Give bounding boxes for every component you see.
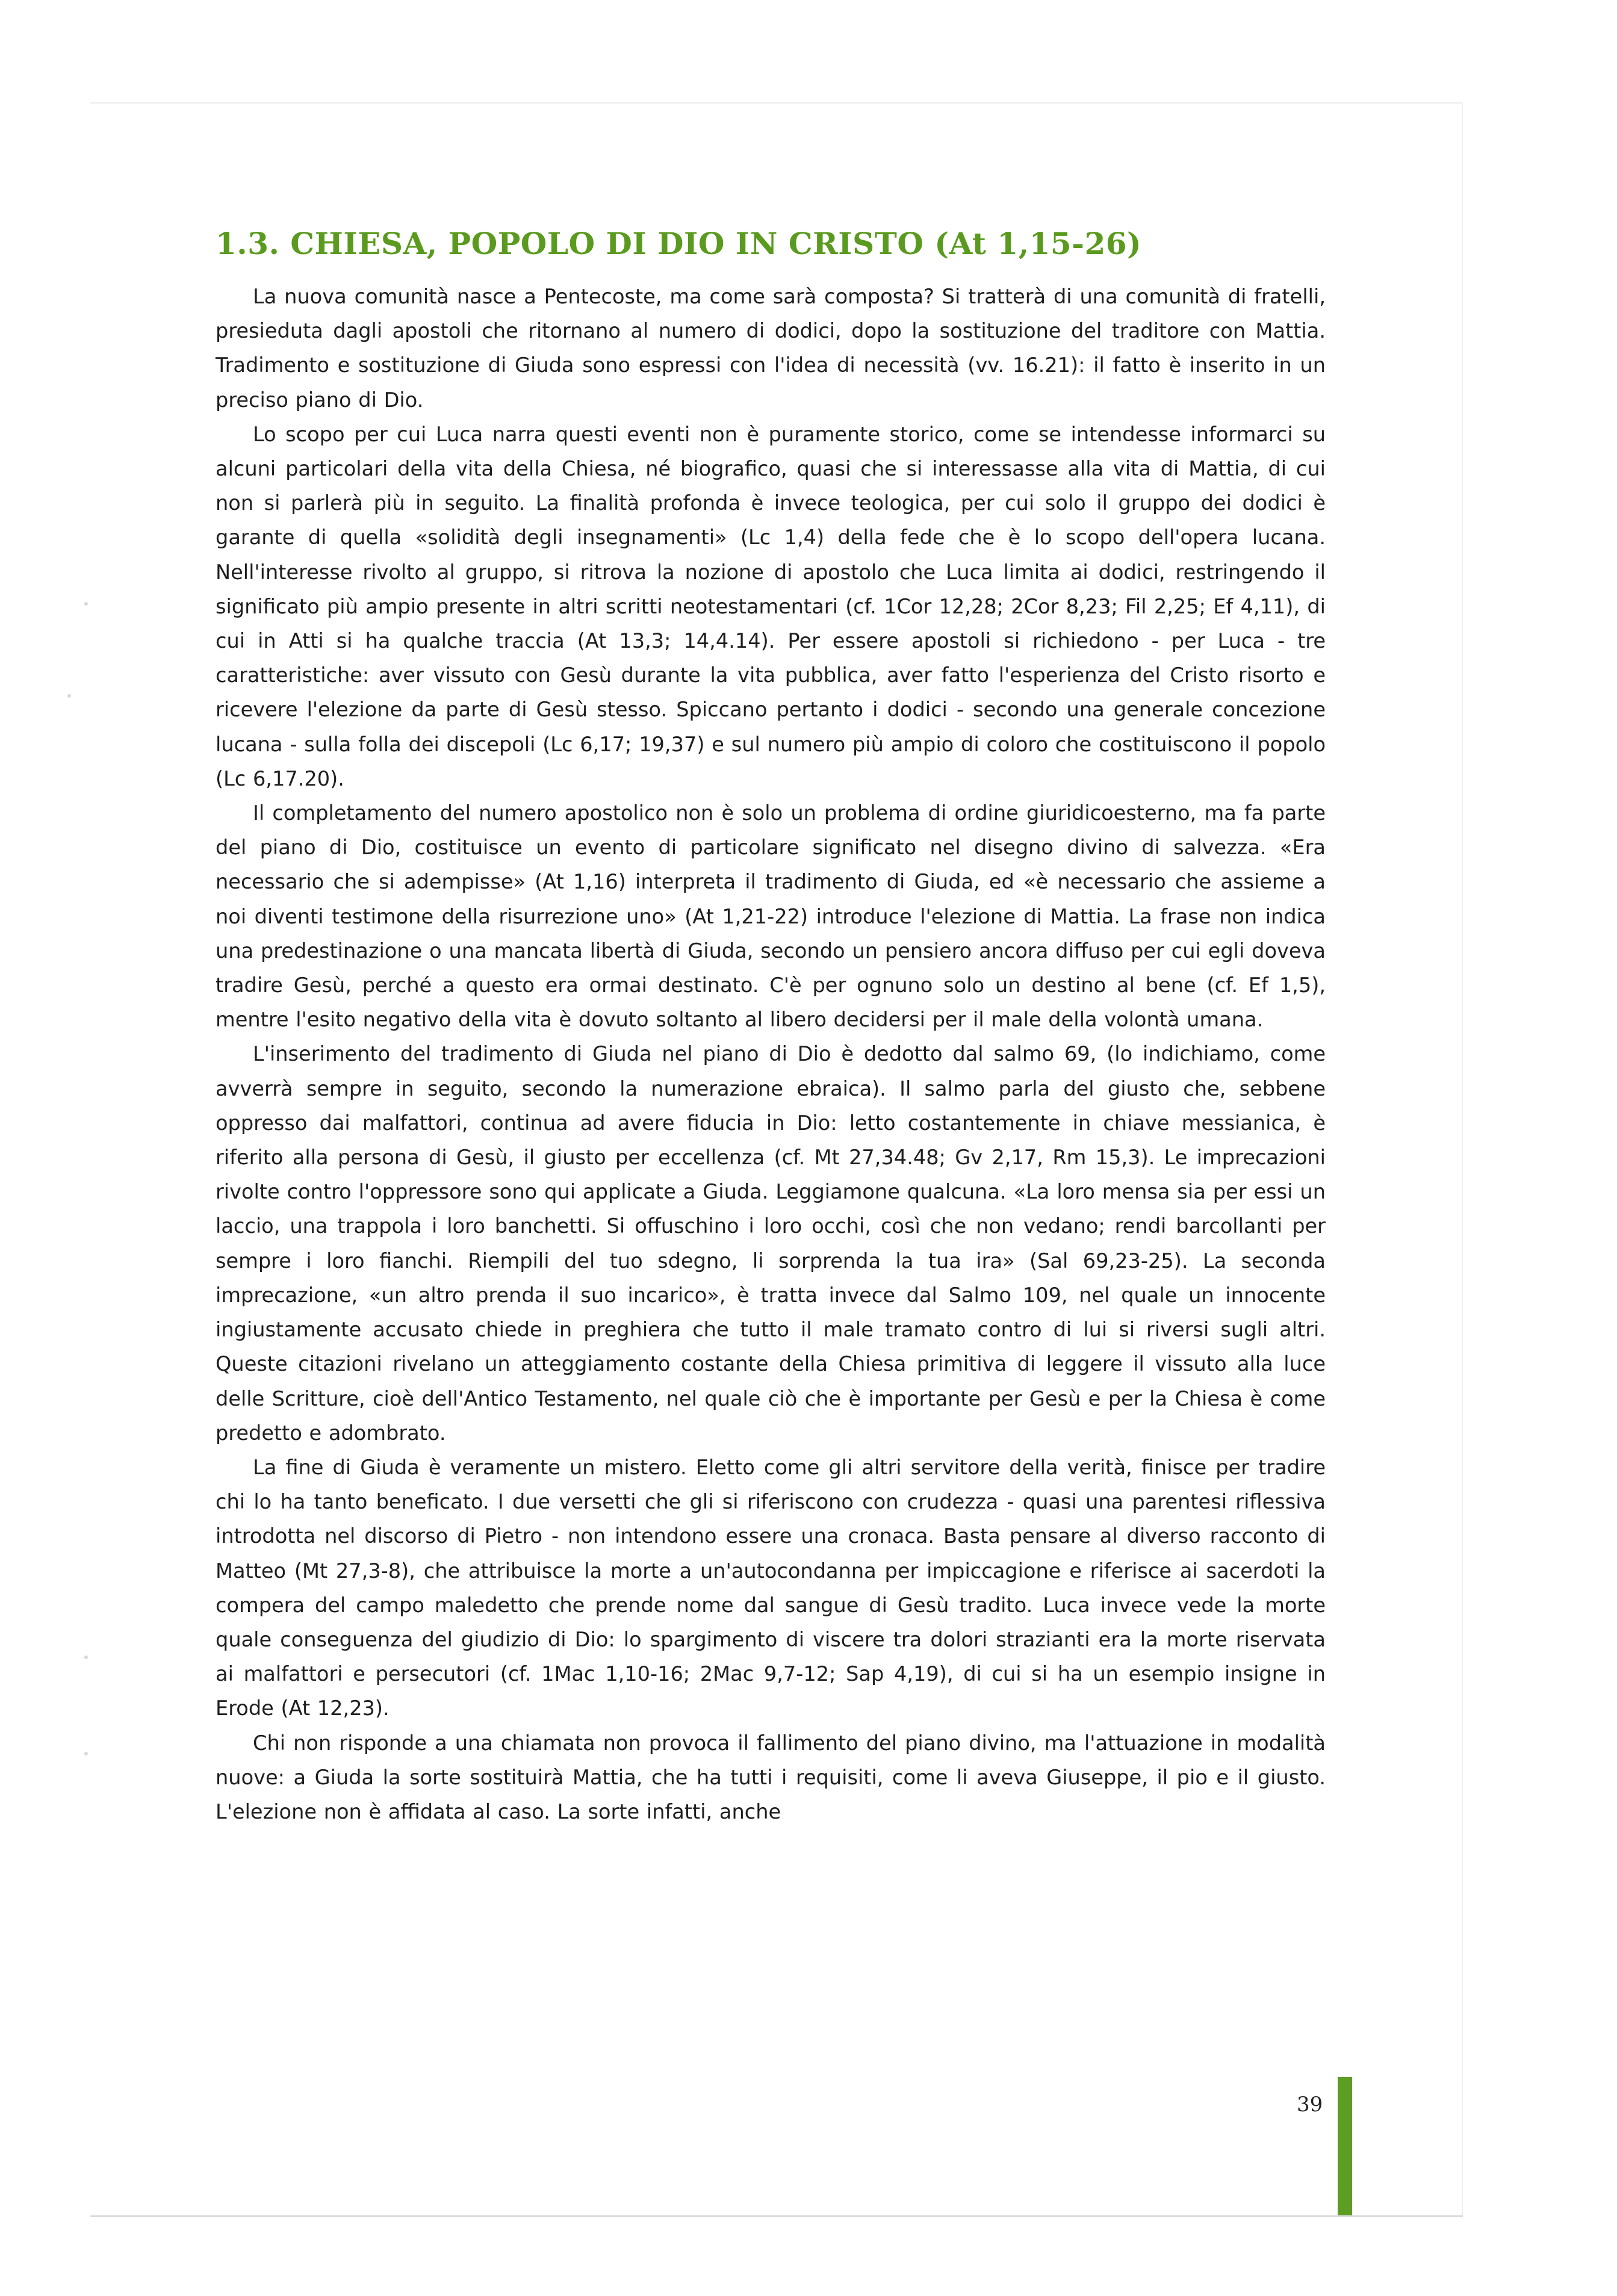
- page-number: 39: [1297, 2093, 1323, 2117]
- chapter-tab-marker: [1338, 2077, 1352, 2215]
- paragraph: La nuova comunità nasce a Pentecoste, ma come sarà composta? Si tratterà di una comunità di fratelli, presieduta dagli apostoli che ritornano al numero di dodici, dopo la sostituzione del traditore con Mattia. Tradimento e sostituzione di Giuda sono espressi con l'idea di necessità (vv. 16.21): il fatto è inserito in un preciso piano di Dio.: [216, 285, 1326, 412]
- binder-hole-mark: [84, 1655, 88, 1659]
- paper-edge-top: [90, 102, 1463, 104]
- paragraph: La fine di Giuda è veramente un mistero. Eletto come gli altri servitore della verità, finisce per tradire chi lo ha tanto beneficato. I due versetti che gli si riferiscono con crudezza - quasi una parentesi riflessiva introdotta nel discorso di Pietro - non intendono essere una cronaca. Basta pensare al diverso racconto di Matteo (Mt 27,3-8), che attribuisce la morte a un'autocondanna per impiccagione e riferisce ai sacerdoti la compera del campo maledetto che prende nome dal sangue di Gesù tradito. Luca invece vede la morte quale conseguenza del giudizio di Dio: lo spargimento di viscere tra dolori strazianti era la morte riservata ai malfattori e persecutori (cf. 1Mac 1,10-16; 2Mac 9,7-12; Sap 4,19), di cui si ha un esempio insigne in Erode (At 12,23).: [216, 1455, 1326, 1720]
- section-heading: 1.3. CHIESA, POPOLO DI DIO IN CRISTO (At 1,15-26): [216, 226, 1142, 261]
- paper-edge-right: [1462, 102, 1463, 2215]
- main-content: [216, 223, 1326, 1829]
- paper-edge-bottom: [90, 2215, 1463, 2217]
- paragraph: Chi non risponde a una chiamata non provoca il fallimento del piano divino, ma l'attuazione in modalità nuove: a Giuda la sorte sostituirà Mattia, che ha tutti i requisiti, come li aveva Giuseppe, il pio e il giusto. L'elezione non è affidata al caso. La sorte infatti, anche: [216, 1731, 1326, 1823]
- paragraph: L'inserimento del tradimento di Giuda nel piano di Dio è dedotto dal salmo 69, (lo indichiamo, come avverrà sempre in seguito, secondo la numerazione ebraica). Il salmo parla del giusto che, sebbene oppresso dai malfattori, continua ad avere fiducia in Dio: letto costantemente in chiave messianica, è riferito alla persona di Gesù, il giusto per eccellenza (cf. Mt 27,34.48; Gv 2,17, Rm 15,3). Le imprecazioni rivolte contro l'oppressore sono qui applicate a Giuda. Leggiamone qualcuna. «La loro mensa sia per essi un laccio, una trappola i loro banchetti. Si offuschino i loro occhi, così che non vedano; rendi barcollanti per sempre i loro fianchi. Riempili del tuo sdegno, li sorprenda la tua ira» (Sal 69,23-25). La seconda imprecazione, «un altro prenda il suo incarico», è tratta invece dal Salmo 109, nel quale un innocente ingiustamente accusato chiede in preghiera che tutto il male tramato contro di lui si riversi sugli altri. Queste citazioni rivelano un atteggiamento costante della Chiesa primitiva di leggere il vissuto alla luce delle Scritture, cioè dell'Antico Testamento, nel quale ciò che è importante per Gesù e per la Chiesa è come predetto e adombrato.: [216, 1042, 1326, 1445]
- paragraph: Il completamento del numero apostolico non è solo un problema di ordine giuridicoesterno, ma fa parte del piano di Dio, costituisce un evento di particolare significato nel disegno divino di salvezza. «Era necessario che si adempisse» (At 1,16) interpreta il tradimento di Giuda, ed «è necessario che assieme a noi diventi testimone della risurrezione uno» (At 1,21-22) introduce l'elezione di Mattia. La frase non indica una predestinazione o una mancata libertà di Giuda, secondo un pensiero ancora diffuso per cui egli doveva tradire Gesù, perché a questo era ormai destinato. C'è per ognuno solo un destino al bene (cf. Ef 1,5), mentre l'esito negativo della vita è dovuto soltanto al libero decidersi per il male della volontà umana.: [216, 801, 1326, 1032]
- paragraph: Lo scopo per cui Luca narra questi eventi non è puramente storico, come se intendesse informarci su alcuni particolari della vita della Chiesa, né biografico, quasi che si interessasse alla vita di Mattia, di cui non si parlerà più in seguito. La finalità profonda è invece teologica, per cui solo il gruppo dei dodici è garante di quella «solidità degli insegnamenti» (Lc 1,4) della fede che è lo scopo dell'opera lucana. Nell'interesse rivolto al gruppo, si ritrova la nozione di apostolo che Luca limita ai dodici, restringendo il significato più ampio presente in altri scritti neotestamentari (cf. 1Cor 12,28; 2Cor 8,23; Fil 2,25; Ef 4,11), di cui in Atti si ha qualche traccia (At 13,3; 14,4.14). Per essere apostoli si richiedono - per Luca - tre caratteristiche: aver vissuto con Gesù durante la vita pubblica, aver fatto l'esperienza del Cristo risorto e ricevere l'elezione da parte di Gesù stesso. Spiccano pertanto i dodici - secondo una generale concezione lucana - sulla folla dei discepoli (Lc 6,17; 19,37) e sul numero più ampio di coloro che costituiscono il popolo (Lc 6,17.20).: [216, 422, 1326, 790]
- binder-hole-mark: [84, 602, 88, 606]
- binder-hole-mark: [84, 1752, 88, 1755]
- binder-hole-mark: [67, 694, 71, 698]
